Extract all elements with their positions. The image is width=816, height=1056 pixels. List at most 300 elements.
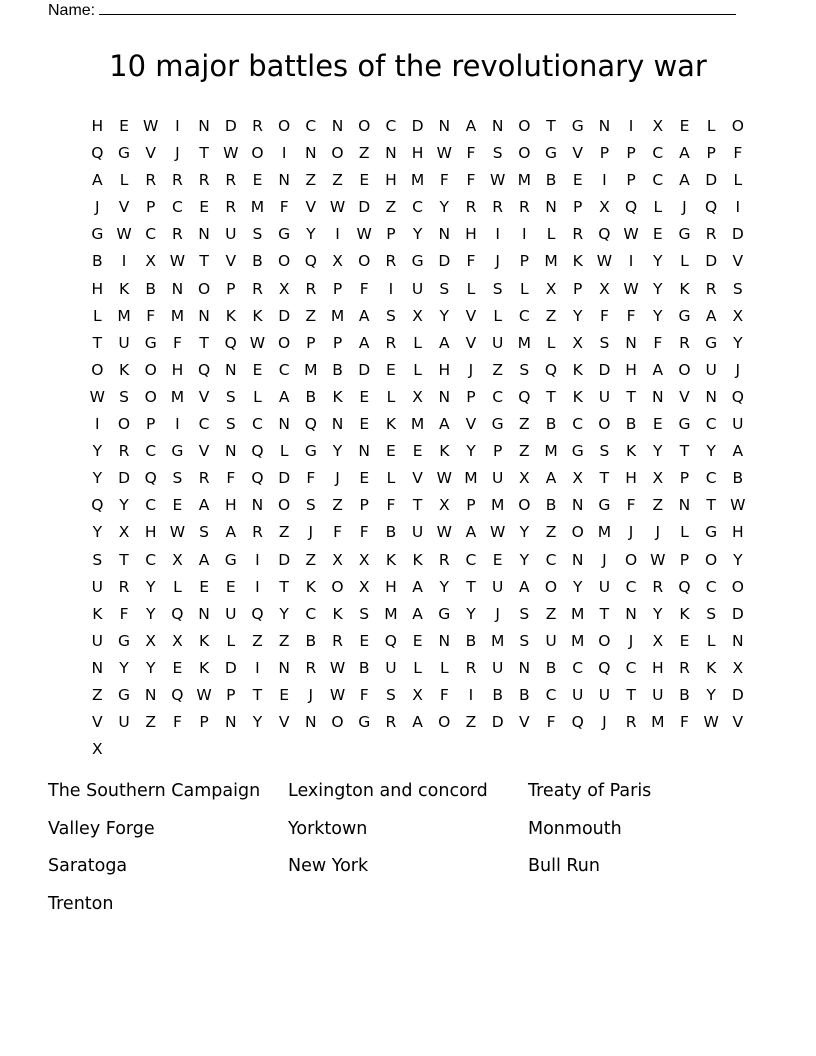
grid-letter: F (386, 496, 396, 515)
grid-letter: Q (197, 360, 211, 379)
grid-letter: F (172, 333, 182, 352)
grid-letter: A (705, 306, 717, 325)
grid-letter: J (602, 550, 607, 569)
grid-letter: G (304, 442, 317, 461)
grid-letter: Y (733, 550, 743, 569)
grid-letter: V (572, 144, 584, 163)
grid-letter: Y (439, 198, 450, 217)
grid-letter: Q (251, 469, 264, 488)
word-bank-item: Valley Forge (48, 818, 155, 839)
grid-letter: O (251, 144, 264, 163)
grid-letter: N (438, 631, 451, 650)
grid-letter: Q (251, 442, 264, 461)
grid-letter: N (598, 117, 611, 135)
grid-letter: T (199, 252, 209, 271)
word-bank-item: Trenton (48, 893, 114, 914)
grid-letter: W (169, 252, 186, 271)
grid-letter: Y (653, 442, 663, 461)
grid-letter: X (545, 279, 557, 298)
grid-letter: J (308, 685, 314, 704)
grid-letter: L (520, 279, 529, 298)
grid-letter: E (359, 631, 370, 650)
grid-letter: H (144, 523, 157, 542)
grid-letter: F (653, 333, 663, 352)
grid-letter: B (332, 360, 343, 379)
grid-letter: C (492, 387, 504, 406)
grid-letter: B (145, 279, 157, 298)
grid-letter: G (678, 415, 691, 434)
grid-letter: S (172, 469, 183, 488)
grid-letter: F (466, 144, 476, 163)
grid-letter: A (358, 333, 370, 352)
grid-letter: U (705, 360, 717, 379)
grid-letter: X (332, 550, 343, 569)
grid-letter: O (598, 631, 611, 650)
grid-letter: Q (678, 577, 691, 596)
grid-letter: P (199, 713, 209, 732)
grid-letter: D (731, 685, 744, 704)
grid-letter: Q (624, 198, 638, 217)
grid-letter: W (703, 713, 719, 732)
grid-letter: E (279, 685, 290, 704)
grid-letter: W (249, 333, 266, 352)
grid-letter: X (572, 333, 584, 352)
grid-letter: P (386, 225, 396, 244)
grid-letter: C (198, 415, 210, 434)
grid-letter: M (117, 306, 131, 325)
grid-letter: D (705, 252, 718, 271)
grid-letter: X (145, 631, 157, 650)
grid-letter: V (305, 198, 317, 217)
grid-letter: A (225, 523, 237, 542)
grid-letter: S (599, 442, 610, 461)
grid-letter: X (652, 117, 664, 135)
word-bank-item: Saratoga (48, 856, 128, 876)
grid-letter: M (597, 523, 612, 542)
grid-letter: I (388, 279, 394, 298)
grid-letter: N (625, 604, 637, 623)
grid-letter: T (199, 144, 209, 163)
grid-letter: K (626, 442, 637, 461)
grid-letter: U (732, 415, 744, 434)
grid-letter: L (386, 469, 396, 488)
grid-letter: B (545, 171, 557, 190)
grid-letter: A (465, 523, 477, 542)
grid-letter: J (495, 252, 500, 271)
grid-letter: M (517, 333, 532, 352)
grid-letter: Y (439, 577, 450, 596)
grid-letter: F (359, 685, 369, 704)
grid-letter: U (91, 577, 104, 596)
grid-letter: O (144, 387, 157, 406)
grid-letter: G (571, 117, 584, 135)
grid-letter: R (305, 658, 317, 677)
grid-letter: L (546, 333, 556, 352)
grid-letter: S (119, 387, 129, 406)
grid-letter: Y (145, 658, 156, 677)
grid-letter: R (305, 279, 317, 298)
grid-letter: E (359, 469, 370, 488)
grid-letter: T (626, 685, 636, 704)
grid-letter: K (572, 360, 583, 379)
grid-letter: E (252, 171, 263, 190)
grid-letter: Y (412, 225, 423, 244)
grid-letter: Y (145, 577, 156, 596)
grid-letter: F (172, 713, 182, 732)
grid-letter: P (146, 198, 156, 217)
grid-letter: H (625, 469, 637, 488)
grid-letter: O (278, 333, 291, 352)
grid-letter: W (489, 171, 506, 190)
grid-letter: C (145, 442, 157, 461)
grid-letter: Y (519, 550, 530, 569)
grid-letter: R (145, 171, 157, 190)
grid-letter: O (731, 117, 744, 135)
grid-letter: I (522, 225, 527, 244)
grid-letter: K (199, 631, 210, 650)
grid-letter: J (602, 713, 607, 732)
grid-letter: N (732, 631, 744, 650)
grid-letter: C (545, 685, 557, 704)
grid-letter: C (385, 117, 397, 135)
grid-letter: P (573, 279, 583, 298)
grid-letter: N (198, 117, 210, 135)
grid-letter: T (252, 685, 263, 704)
grid-letter: E (652, 225, 663, 244)
grid-letter: K (92, 604, 103, 623)
grid-letter: G (224, 550, 237, 569)
grid-letter: Q (544, 360, 558, 379)
grid-letter: N (438, 387, 451, 406)
grid-letter: V (732, 252, 744, 271)
grid-letter: E (492, 550, 503, 569)
grid-letter: C (518, 306, 530, 325)
grid-letter: Y (92, 469, 103, 488)
grid-letter: M (384, 604, 398, 623)
grid-letter: W (89, 387, 105, 406)
grid-letter: S (732, 279, 743, 298)
grid-letter: O (678, 360, 691, 379)
grid-letter: B (358, 658, 370, 677)
grid-letter: R (332, 631, 343, 650)
grid-letter: O (544, 577, 558, 596)
grid-letter: Z (305, 306, 317, 325)
grid-letter: D (118, 469, 130, 488)
grid-letter: C (412, 198, 423, 217)
grid-letter: R (465, 658, 477, 677)
grid-letter: I (468, 685, 474, 704)
grid-letter: W (730, 496, 746, 515)
grid-letter: N (358, 442, 371, 461)
grid-letter: Z (545, 523, 557, 542)
grid-letter: W (329, 198, 346, 217)
grid-letter: L (226, 631, 236, 650)
grid-letter: X (652, 469, 664, 488)
grid-letter: O (731, 577, 744, 596)
grid-letter: L (466, 279, 476, 298)
grid-letter: E (359, 415, 370, 434)
grid-letter: V (465, 333, 477, 352)
grid-letter: N (651, 387, 664, 406)
grid-letter: H (411, 144, 424, 163)
grid-letter: J (335, 469, 340, 488)
grid-letter: P (359, 496, 369, 515)
grid-letter: C (278, 360, 290, 379)
grid-letter: C (252, 415, 263, 434)
grid-letter: X (599, 279, 610, 298)
grid-letter: S (519, 631, 530, 650)
grid-letter: R (118, 577, 130, 596)
grid-letter: J (628, 631, 634, 650)
grid-letter: I (175, 415, 180, 434)
grid-letter: G (144, 333, 157, 352)
grid-letter: L (439, 658, 449, 677)
grid-letter: S (92, 550, 103, 569)
grid-letter: X (519, 469, 530, 488)
grid-letter: T (599, 604, 610, 623)
grid-letter: Y (733, 333, 743, 352)
grid-letter: X (358, 550, 370, 569)
grid-letter: R (225, 171, 237, 190)
grid-letter: K (706, 658, 717, 677)
grid-letter: D (731, 604, 744, 623)
grid-letter: L (493, 306, 502, 325)
grid-letter: Y (706, 685, 716, 704)
grid-letter: K (572, 387, 583, 406)
grid-letter: K (252, 306, 263, 325)
grid-letter: K (225, 306, 236, 325)
grid-letter: E (119, 117, 129, 135)
grid-letter: Z (465, 713, 477, 732)
grid-letter: N (224, 713, 237, 732)
grid-letter: J (175, 144, 180, 163)
grid-letter: Z (305, 550, 317, 569)
grid-letter: M (544, 252, 558, 271)
grid-letter: C (572, 415, 584, 434)
grid-letter: A (519, 577, 530, 596)
grid-letter: Z (652, 496, 664, 515)
grid-letter: Q (251, 604, 264, 623)
grid-letter: B (625, 415, 637, 434)
grid-letter: A (358, 306, 370, 325)
grid-letter: F (279, 198, 289, 217)
grid-letter: O (358, 117, 371, 135)
grid-letter: S (385, 306, 396, 325)
grid-letter: E (359, 171, 370, 190)
grid-letter: Z (385, 198, 397, 217)
grid-letter: K (305, 577, 316, 596)
grid-letter: Q (598, 658, 611, 677)
grid-letter: Y (519, 523, 530, 542)
grid-letter: Y (653, 279, 663, 298)
grid-letter: V (198, 442, 210, 461)
grid-letter: C (625, 577, 637, 596)
grid-letter: R (385, 333, 397, 352)
grid-letter: O (518, 144, 531, 163)
grid-letter: E (199, 577, 209, 596)
grid-letter: I (628, 252, 634, 271)
grid-letter: N (224, 360, 237, 379)
grid-letter: E (359, 387, 370, 406)
grid-letter: D (705, 171, 718, 190)
grid-letter: W (650, 550, 666, 569)
grid-letter: N (278, 658, 290, 677)
grid-letter: G (411, 252, 424, 271)
grid-letter: O (331, 577, 344, 596)
grid-letter: H (651, 658, 664, 677)
grid-letter: I (255, 658, 260, 677)
grid-letter: Z (545, 604, 557, 623)
grid-letter: F (439, 685, 449, 704)
grid-letter: I (255, 577, 260, 596)
grid-letter: E (412, 442, 423, 461)
grid-letter: R (679, 658, 690, 677)
grid-letter: B (545, 658, 557, 677)
grid-letter: K (118, 360, 130, 379)
grid-letter: O (358, 252, 371, 271)
grid-letter: B (92, 252, 103, 271)
grid-letter: W (596, 252, 613, 271)
grid-letter: N (331, 117, 344, 135)
grid-letter: P (626, 171, 636, 190)
grid-letter: C (305, 604, 317, 623)
grid-letter: N (305, 144, 317, 163)
grid-letter: U (572, 685, 584, 704)
grid-letter: I (281, 144, 287, 163)
grid-letter: T (199, 333, 209, 352)
grid-letter: R (492, 198, 504, 217)
grid-letter: Y (572, 306, 583, 325)
grid-letter: L (279, 442, 289, 461)
grid-letter: N (305, 713, 317, 732)
grid-letter: A (278, 387, 290, 406)
grid-letter: V (465, 415, 477, 434)
grid-letter: K (679, 279, 690, 298)
grid-letter: Q (304, 415, 317, 434)
grid-letter: W (623, 279, 639, 298)
grid-letter: Z (519, 415, 530, 434)
grid-letter: P (519, 252, 530, 271)
grid-letter: D (731, 225, 744, 244)
grid-letter: Z (519, 442, 530, 461)
grid-letter: B (732, 469, 744, 488)
grid-letter: B (385, 523, 397, 542)
grid-letter: A (679, 171, 690, 190)
grid-letter: Q (598, 225, 611, 244)
grid-letter: H (171, 360, 184, 379)
grid-letter: N (545, 198, 557, 217)
grid-letter: E (386, 360, 396, 379)
grid-letter: A (465, 117, 477, 135)
grid-letter: G (598, 496, 611, 515)
grid-letter: J (628, 523, 634, 542)
word-bank-item: Treaty of Paris (528, 781, 652, 801)
grid-letter: M (410, 415, 425, 434)
grid-letter: D (491, 713, 504, 732)
grid-letter: G (571, 442, 584, 461)
grid-letter: W (489, 523, 506, 542)
grid-letter: Z (252, 631, 263, 650)
grid-letter: P (679, 550, 690, 569)
grid-letter: T (599, 469, 610, 488)
grid-letter: I (495, 225, 500, 244)
grid-letter: H (625, 360, 637, 379)
grid-letter: R (625, 713, 637, 732)
grid-letter: C (705, 469, 717, 488)
grid-letter: U (598, 577, 611, 596)
grid-letter: J (468, 360, 474, 379)
grid-letter: T (626, 387, 636, 406)
grid-letter: W (196, 685, 212, 704)
grid-letter: R (252, 117, 263, 135)
grid-letter: Z (278, 631, 290, 650)
grid-letter: Y (119, 658, 129, 677)
grid-letter: M (170, 306, 185, 325)
grid-letter: R (118, 442, 130, 461)
grid-letter: O (117, 415, 131, 434)
grid-letter: O (144, 360, 157, 379)
grid-letter: F (439, 171, 449, 190)
grid-letter: P (573, 198, 583, 217)
grid-letter: T (92, 333, 103, 352)
grid-letter: O (331, 713, 344, 732)
grid-letter: C (145, 550, 157, 569)
grid-letter: E (252, 360, 263, 379)
grid-letter: G (491, 415, 504, 434)
grid-letter: G (705, 333, 718, 352)
grid-letter: M (571, 631, 585, 650)
grid-letter: D (278, 550, 291, 569)
grid-letter: X (118, 523, 130, 542)
grid-letter: F (333, 523, 342, 542)
word-bank-item: The Southern Campaign (48, 781, 261, 801)
grid-letter: R (652, 577, 664, 596)
grid-letter: F (146, 306, 156, 325)
grid-letter: C (652, 144, 664, 163)
grid-letter: D (278, 306, 291, 325)
grid-letter: U (491, 333, 504, 352)
grid-letter: M (651, 713, 665, 732)
grid-letter: L (413, 360, 422, 379)
grid-letter: T (546, 117, 556, 135)
grid-letter: Y (706, 442, 716, 461)
grid-letter: L (119, 171, 129, 190)
grid-letter: M (330, 306, 345, 325)
grid-letter: F (466, 171, 476, 190)
grid-letter: X (412, 387, 423, 406)
word-bank-item: Yorktown (288, 818, 368, 839)
grid-letter: L (413, 333, 422, 352)
grid-letter: Z (278, 523, 290, 542)
word-bank-item: Monmouth (528, 818, 622, 839)
grid-letter: F (359, 279, 369, 298)
grid-letter: H (732, 523, 744, 542)
grid-letter: O (518, 117, 531, 135)
grid-letter: V (465, 306, 477, 325)
grid-letter: S (492, 279, 503, 298)
grid-letter: R (385, 252, 397, 271)
grid-letter: N (438, 225, 451, 244)
word-bank-item: Lexington and concord (288, 781, 488, 801)
grid-letter: Y (145, 604, 156, 623)
grid-letter: F (546, 713, 556, 732)
grid-letter: Z (92, 685, 103, 704)
grid-letter: Q (171, 604, 184, 623)
grid-letter: P (706, 144, 716, 163)
grid-letter: D (438, 252, 451, 271)
grid-letter: R (172, 225, 183, 244)
grid-letter: R (518, 198, 530, 217)
